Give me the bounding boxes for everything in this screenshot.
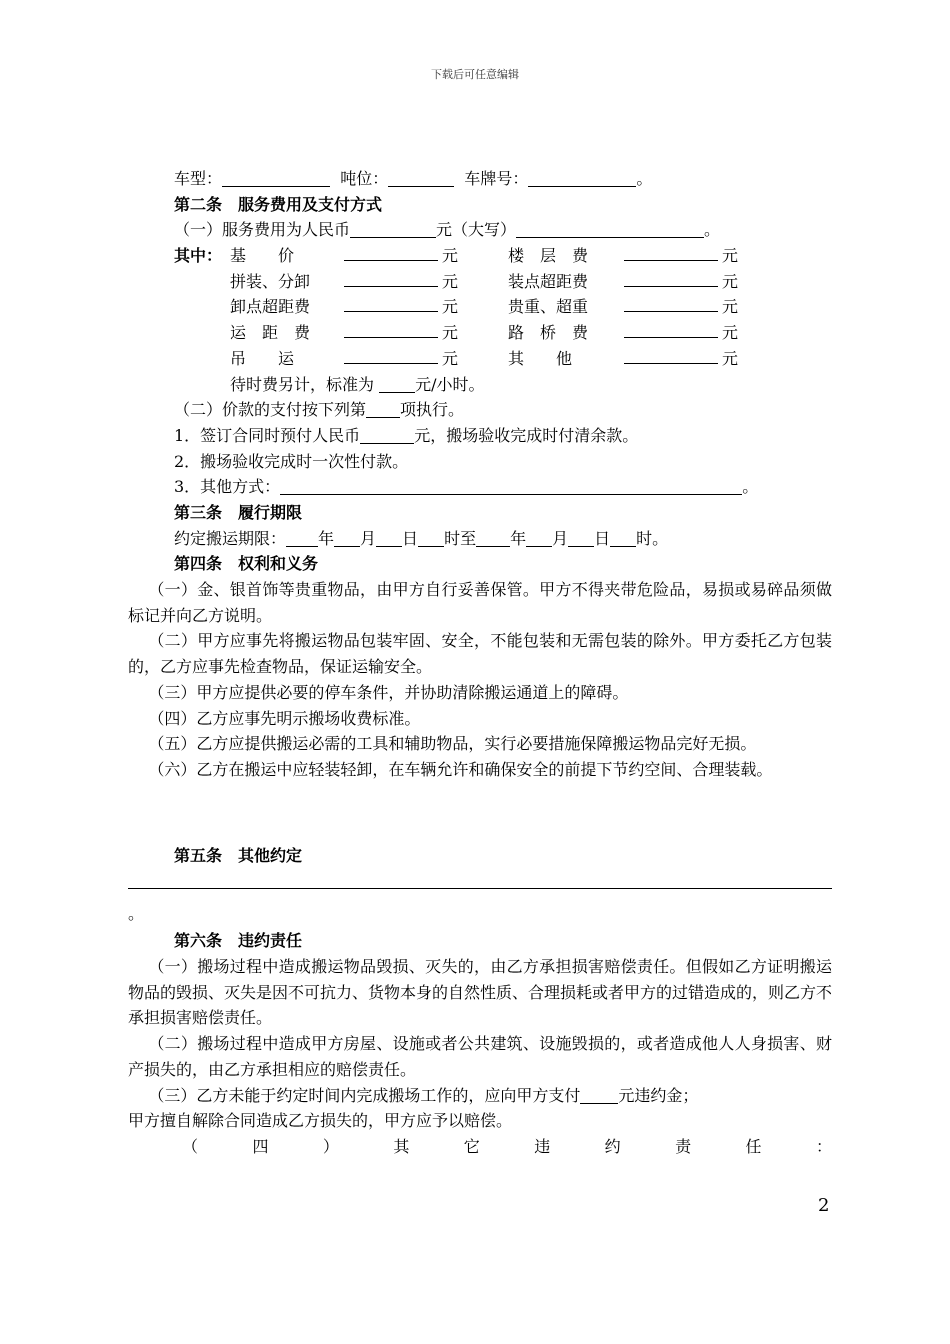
fee-blank (344, 243, 438, 261)
fee-item-label: 楼 层 费 (508, 246, 589, 266)
month-unit: 月 (552, 528, 569, 548)
vehicle-type-label: 车型： (174, 169, 223, 188)
tonnage-blank (388, 169, 454, 187)
fee-item-label: 装点超距费 (508, 271, 589, 291)
article-5-title: 第五条 其他约定 (174, 846, 303, 865)
clause-char: 其 (393, 1136, 410, 1156)
fee-blank (624, 320, 718, 338)
term-label: 约定搬运期限： (174, 528, 287, 548)
start-year-blank (286, 529, 318, 547)
term-line (174, 526, 834, 552)
article-4-clause-1: （一）金、银首饰等贵重物品，由甲方自行妥善保管。甲方不得夹带危险品，易损或易碎品须做标记并向乙方说明。 (128, 580, 832, 625)
service-fee-label: （一）服务费用为人民币 (174, 220, 351, 240)
hour-end: 时。 (636, 528, 669, 548)
page-number: 2 (818, 1195, 830, 1216)
fee-row-3 (174, 294, 834, 320)
clause-char: ： (815, 1136, 832, 1156)
yuan-unit: 元 (722, 297, 739, 317)
article-3-title: 第三条 履行期限 (174, 502, 303, 522)
yuan-unit: 元 (442, 271, 459, 291)
fee-item-label: 路 桥 费 (508, 323, 589, 343)
start-month-blank (334, 529, 360, 547)
payment-option-2: 2．搬场验收完成时一次性付款。 (174, 451, 409, 471)
fee-blank (344, 294, 438, 312)
clause-char: 四 (252, 1136, 269, 1156)
fee-item-label: 其 他 (508, 348, 573, 368)
day-unit: 日 (594, 528, 611, 548)
liquidated-damages-label: （三）乙方未能于约定时间内完成搬场工作的，应向甲方支付 (148, 1085, 581, 1105)
fee-blank (624, 346, 718, 364)
fee-row-1 (174, 243, 834, 269)
fee-item-label: 运 距 费 (230, 323, 311, 343)
tonnage-label: 吨位： (340, 169, 389, 188)
liquidated-damages-blank (580, 1086, 618, 1104)
clause-char: 任 (745, 1136, 762, 1156)
yuan-unit: 元 (722, 348, 739, 368)
liquidated-damages-unit: 元违约金； (618, 1085, 699, 1105)
service-fee-line (174, 217, 834, 243)
waiting-fee-blank (379, 375, 415, 393)
start-hour-blank (418, 529, 444, 547)
yuan-unit: 元 (442, 348, 459, 368)
service-fee-capital-label: 元（大写） (436, 220, 517, 240)
article-4-clause-6: （六）乙方在搬运中应轻装轻卸，在车辆允许和确保安全的前提下节约空间、合理装载。 (148, 759, 773, 779)
year-unit: 年 (510, 528, 527, 548)
hour-to: 时至 (444, 528, 477, 548)
payment-method-line (174, 397, 834, 423)
clause-char: ） (322, 1136, 339, 1156)
other-method-label: 3．其他方式： (174, 477, 281, 497)
article-6-title: 第六条 违约责任 (174, 931, 303, 950)
fee-blank (624, 243, 718, 261)
end-month-blank (526, 529, 552, 547)
article-2-title: 第二条 服务费用及支付方式 (174, 194, 383, 214)
article-6-clause-3-cont: 甲方擅自解除合同造成乙方损失的，甲方应予以赔偿。 (128, 1111, 513, 1131)
page-header-note: 下载后可任意编辑 (431, 68, 519, 81)
fee-blank (624, 294, 718, 312)
clause-char: 责 (675, 1136, 692, 1156)
fee-row-4 (174, 320, 834, 346)
vehicle-type-blank (222, 169, 330, 187)
fee-item-label: 拼装、分卸 (230, 271, 311, 291)
fee-blank (344, 269, 438, 287)
payment-option-blank (366, 400, 400, 418)
yuan-unit: 元 (722, 246, 739, 266)
service-fee-end: 。 (704, 220, 721, 240)
year-unit: 年 (318, 528, 335, 548)
prepay-end: 元，搬场验收完成时付清余款。 (414, 425, 639, 445)
among-label: 其中： (174, 246, 223, 266)
service-fee-blank (350, 220, 436, 238)
payment-method-label: （二）价款的支付按下列第 (174, 400, 367, 420)
end-day-blank (568, 529, 594, 547)
plate-label: 车牌号： (464, 169, 529, 188)
prepay-blank (360, 426, 414, 444)
plate-blank (528, 169, 636, 187)
payment-option-1 (174, 423, 834, 449)
contract-body (174, 166, 834, 577)
start-day-blank (376, 529, 402, 547)
fee-row-5 (174, 346, 834, 372)
yuan-unit: 元 (442, 246, 459, 266)
clause-char: （ (182, 1136, 199, 1156)
article-4-title: 第四条 权利和义务 (174, 554, 319, 574)
yuan-unit: 元 (442, 323, 459, 343)
yuan-unit: 元 (722, 323, 739, 343)
waiting-fee-label: 待时费另计，标准为 (230, 374, 375, 394)
clause-char: 约 (604, 1136, 621, 1156)
clause-char: 违 (534, 1136, 551, 1156)
fee-blank (344, 320, 438, 338)
article-4-body (128, 577, 832, 783)
waiting-fee-unit: 元/小时。 (415, 374, 485, 394)
payment-method-end: 项执行。 (400, 400, 465, 420)
end-year-blank (476, 529, 510, 547)
fee-blank (624, 269, 718, 287)
other-method-end: 。 (742, 477, 759, 497)
waiting-fee-line (174, 372, 834, 398)
fee-item-label: 贵重、超重 (508, 297, 589, 317)
article-4-clause-5: （五）乙方应提供搬运必需的工具和辅助物品，实行必要措施保障搬运物品完好无损。 (148, 734, 757, 754)
article-6-clause-4 (128, 1134, 832, 1160)
fee-item-label: 卸点超距费 (230, 297, 311, 317)
fee-item-label: 基 价 (230, 246, 295, 266)
clause-char: 它 (463, 1136, 480, 1156)
service-fee-capital-blank (516, 220, 704, 238)
end-hour-blank (610, 529, 636, 547)
article-4-clause-2: （二）甲方应事先将搬运物品包装牢固、安全，不能包装和无需包装的除外。甲方委托乙方包装的，乙方应事先检查物品，保证运输安全。 (128, 631, 832, 677)
article-6-clause-3 (128, 1083, 832, 1109)
fee-row-2 (174, 269, 834, 295)
other-method-blank (280, 477, 742, 495)
fee-blank (344, 346, 438, 364)
article-6-body (128, 954, 832, 1160)
yuan-unit: 元 (722, 271, 739, 291)
day-unit: 日 (402, 528, 419, 548)
article-4-clause-3: （三）甲方应提供必要的停车条件，并协助清除搬运通道上的障碍。 (148, 682, 629, 702)
vehicle-line (174, 166, 834, 192)
payment-option-3 (174, 474, 834, 500)
article-6-clause-1: （一）搬场过程中造成搬运物品毁损、灭失的，由乙方承担损害赔偿责任。但假如乙方证明搬运物品的毁损、灭失是因不可抗力、货物本身的自然性质、合理损耗或者甲方的过错造成的，则乙方不承担损害赔偿责任。 (128, 957, 833, 1028)
fee-item-label: 吊 运 (230, 348, 295, 368)
vehicle-end: 。 (636, 169, 653, 188)
month-unit: 月 (360, 528, 377, 548)
yuan-unit: 元 (442, 297, 459, 317)
article-4-clause-4: （四）乙方应事先明示搬场收费标准。 (148, 708, 421, 728)
article-5-end: 。 (128, 904, 145, 923)
other-terms-blank (128, 888, 832, 889)
article-6-clause-2: （二）搬场过程中造成甲方房屋、设施或者公共建筑、设施毁损的，或者造成他人人身损害、财产损失的，由乙方承担相应的赔偿责任。 (128, 1034, 832, 1079)
prepay-label: 1．签订合同时预付人民币 (174, 425, 361, 445)
